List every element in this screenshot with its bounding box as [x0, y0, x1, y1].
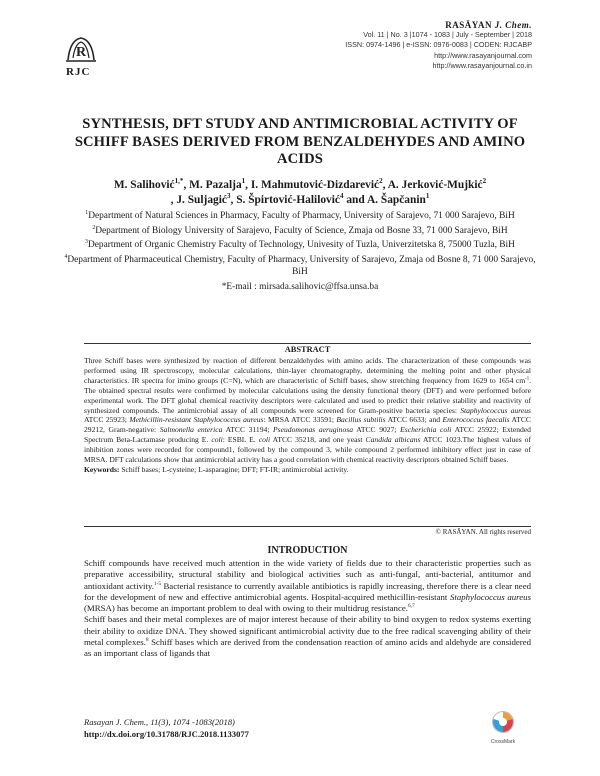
affiliation-item: $^1$Department of Natural Sciences in Pharmacy, Faculty of Pharmacy, University of Sarajevo, 71 000 Sarajevo, BiH	[85, 209, 515, 221]
affiliations	[60, 210, 540, 296]
introduction-body: Schiff compounds have received much attention in the wide variety of fields due to their characteristic properties such as preparative accessibility, structural stability and biological activities such as anti-fungal, anti-bacterial, antitumor and antioxidant activity.$^{1-5}$ Bacterial resistance to currently available antibiotics is rapidly increasing, therefore there is a clear need for the development of new and effective antimicrobial agents. Hospital-acquired methicillin-resistant Staphylococcus aureus (MRSA) has become an important problem to deal with owing to their multidrug resistance.$^{6,7}$ Schiff bases and their metal complexes are of major interest because of their ability to bind oxygen to redox systems exerting their ability to oxidize DNA. They showed significant antimicrobial activity due to the free radical scavenging ability of their metal complexes.$^8$ Schiff bases which are derived from the condensation reaction of amino acids and aldehyde are considered as an important class of ligands that	[84, 558, 532, 659]
svg-text:R: R	[75, 45, 87, 60]
journal-url-link[interactable]: http://www.rasayanjournal.com	[434, 50, 532, 60]
journal-logo-icon	[64, 34, 98, 64]
keywords: Keywords: Schiff bases; L-cysteine; L-asparagine; DFT; FT-IR; antimicrobial activity.	[84, 464, 349, 474]
abstract-body: Three Schiff bases were synthesized by reaction of different benzaldehydes with amino acids. The characterization of these compounds was performed using IR spectroscopy, molecular calculations, thin-layer chromatography, determining the melting point and other physical characteristics. IR spectra for imino groups (C=N), which are characteristic of Schiff bases, show stretching frequency from 1629 to 1654 $cm^{-1}$. The obtained spectral results were confirmed by molecular calculations using the density functional theory (DFT) and were performed before experimental work. The DFT global chemical reactivity descriptors were calculated and used to predict their relative stability and reactivity of synthesized compounds. The antimicrobial assay of all compounds were screened for Gram-positive bacteria species: Staphylococcus aureus ATCC 25923; Methicillin-resistant Staphylococcus aureus: MRSA ATCC 33591; Bacillus subtilis ATCC 6633; and Enterococcus faecalis ATCC 29212, Gram-negative: Salmonella enterica ATCC 31194; Pseudomonas aeruginosa ATCC 9027; Escherichia coli ATCC 25922; Extended Spectrum Beta-Lactamase producing E. coli: ESBL E. coli ATCC 35218, and one yeast Candida albicans ATCC 1023.The highest values of inhibition zones were recorded for compound1, followed by the compound 3, while compound 2 performed inhibitory effect just in case of MRSA. DFT calculations show that antimicrobial activity has a good correlation with chemical reactivity descriptors obtained Schiff bases. Keywords: Schiff bases; L-cysteine; L-asparagine; DFT; FT-IR; antimicrobial activity.	[84, 356, 531, 474]
affiliation-item: $^2$Department of Biology University of Sarajevo, Faculty of Science, Zmaja od Bosne 33, 71 000 Sarajevo, BiH	[92, 224, 508, 236]
volume-info: Vol. 11 | No. 3 |1074 - 1083 | July - September | 2018	[363, 30, 532, 40]
journal-url-link-alt[interactable]: http://www.rasayanjournal.co.in	[432, 60, 532, 70]
doi-link[interactable]: http://dx.doi.org/10.31788/RJC.2018.1133077	[84, 729, 249, 739]
abstract-top-rule	[84, 343, 531, 344]
journal-logo-text: RJC	[66, 66, 91, 78]
issn-info: ISSN: 0974-1496 | e-ISSN: 0976-0083 | CODEN: RJCABP	[345, 40, 532, 50]
citation: Rasayan J. Chem., 11(3), 1074 -1083(2018)	[84, 717, 235, 727]
journal-header	[345, 20, 532, 71]
article-title: SYNTHESIS, DFT STUDY AND ANTIMICROBIAL ACTIVITY OF SCHIFF BASES DERIVED FROM BENZALDEHYDES AND AMINO ACIDS	[74, 116, 526, 167]
author-list: M. Salihović$^{1,*}$, M. Pazalja$^1$, I. Mahmutović-Dizdarević$^2$, A. Jerković-Mujkić$^2$ , J. Suljagić$^3$, S. Špirtović-Halilović$^4$ and A. Šapčanin$^1$	[113, 177, 487, 206]
affiliation-item: $^3$Department of Organic Chemistry Faculty of Technology, Univesity of Tuzla, Univerzitetska 8, 75000 Tuzla, BiH	[85, 239, 515, 251]
copyright-notice: © RASĀYAN. All rights reserved	[435, 528, 531, 536]
page-footer	[84, 716, 249, 740]
corresponding-email[interactable]: *E-mail : mirsada.salihovic@ffsa.unsa.ba	[221, 282, 379, 293]
journal-name: RASĀYAN J. Chem.	[445, 20, 532, 30]
crossmark-badge[interactable]: CrossMark	[489, 710, 517, 745]
crossmark-icon	[491, 710, 515, 734]
abstract-bottom-rule	[84, 526, 531, 527]
introduction-heading: INTRODUCTION	[267, 545, 348, 556]
affiliation-item: $^4$Department of Pharmaceutical Chemistry, Faculty of Pharmacy, University of Sarajevo, Zmaja od Bosne 8, 71 000 Sarajevo, BiH	[64, 253, 536, 278]
abstract-heading: ABSTRACT	[284, 345, 331, 354]
